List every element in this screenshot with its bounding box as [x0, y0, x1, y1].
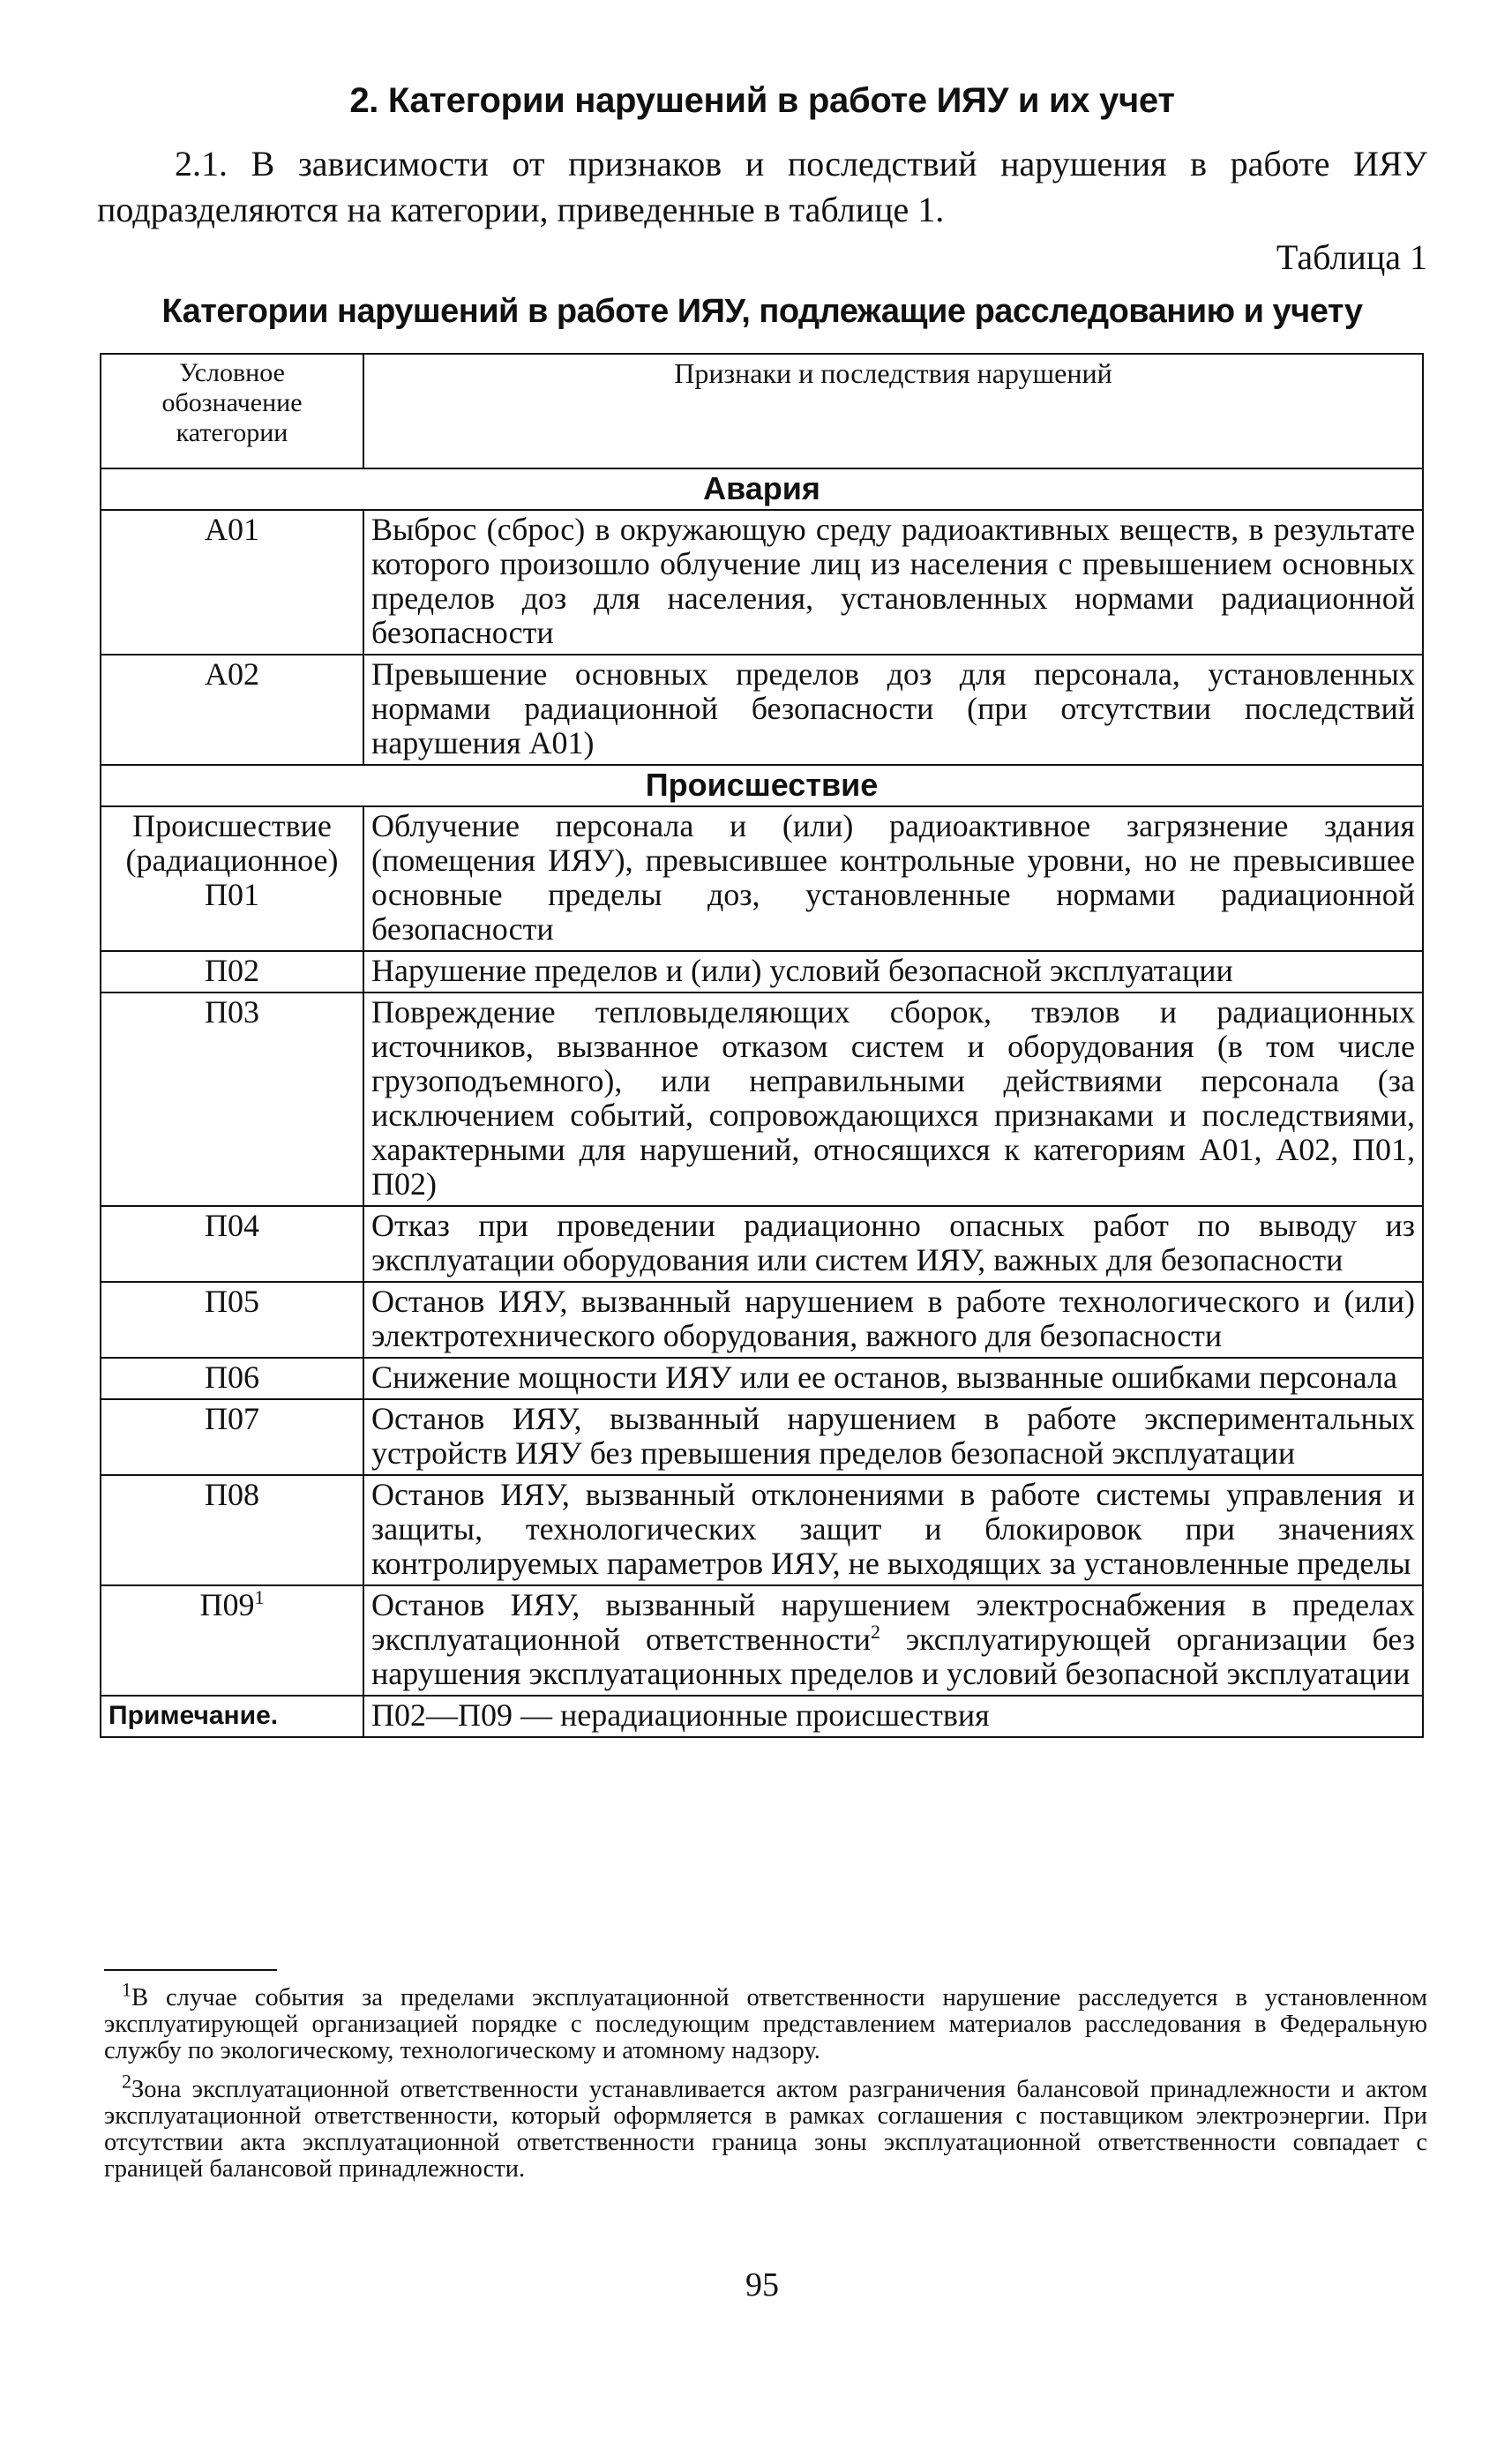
- note-label: Примечание.: [101, 1696, 363, 1737]
- row-code: А01: [101, 510, 363, 655]
- row-description: Останов ИЯУ, вызванный нарушением в работе технологического и (или) электротехнического оборудования, важного для безопасности: [363, 1282, 1423, 1358]
- section-title: 2. Категории нарушений в работе ИЯУ и их учет: [349, 81, 1175, 120]
- table-row: [101, 1585, 1423, 1696]
- table-row: [101, 1399, 1423, 1475]
- footnote-mark: 2: [122, 2070, 131, 2093]
- row-description: Останов ИЯУ, вызванный нарушением электроснабжения в пределах эксплуатационной ответственности: [371, 1587, 1415, 1657]
- row-description: Превышение основных пределов доз для персонала, установленных нормами радиационной безопасности (при отсутствии последствий нарушения А01): [363, 655, 1423, 765]
- note-text: П02—П09 — нерадиационные происшествия: [363, 1696, 1423, 1737]
- table-label: Таблица 1: [1276, 237, 1427, 277]
- row-code-cell: [101, 1585, 363, 1696]
- group-row-accident: [101, 468, 1423, 510]
- table-row: [101, 806, 1423, 951]
- row-code: П04: [101, 1206, 363, 1282]
- table-row: [101, 1282, 1423, 1358]
- row-description-tail: эксплуатирующей организации без нарушения эксплуатационных пределов и условий безопасной эксплуатации: [371, 1622, 1415, 1691]
- group-row-incident: [101, 765, 1423, 806]
- footnotes: [104, 1978, 1427, 2195]
- row-description: Облучение персонала и (или) радиоактивное загрязнение здания (помещения ИЯУ), превысившее контрольные уровни, но не превысившее основные пределы доз, установленные нормами радиационной безопасности: [363, 806, 1423, 951]
- table-row: [101, 1358, 1423, 1399]
- row-description: Повреждение тепловыделяющих сборок, твэлов и радиационных источников, вызванное отказом систем и оборудования (в том числе грузоподъемного), или неправильными действиями персонала (за исключением событий, сопровождающихся признаками и последствиями, характерными для нарушений, относящихся к категориям А01, А02, П01, П02): [363, 993, 1423, 1206]
- footnote-mark: 1: [122, 1978, 131, 2001]
- table-row: [101, 951, 1423, 993]
- table-note-row: [101, 1696, 1423, 1737]
- table-header-row: [101, 354, 1423, 468]
- footnote-ref-2: 2: [871, 1621, 881, 1643]
- row-description: Останов ИЯУ, вызванный отклонениями в работе системы управления и защиты, технологических защит и блокировок при значениях контролируемых параметров ИЯУ, не выходящих за установленные пределы: [363, 1475, 1423, 1585]
- row-code: П08: [101, 1475, 363, 1585]
- footnote-text: В случае события за пределами эксплуатационной ответственности нарушение расследуется в установленном эксплуатирующей организацией порядке с последующим представлением материалов расследования в Федеральную службу по экологическому, технологическому и атомному надзору.: [104, 1984, 1427, 2064]
- row-code: П09: [199, 1587, 255, 1622]
- page-number: 95: [745, 2266, 779, 2303]
- header-description: Признаки и последствия нарушений: [363, 354, 1423, 468]
- group-incident-label: Происшествие: [101, 765, 1423, 806]
- row-description: Останов ИЯУ, вызванный нарушением в работе экспериментальных устройств ИЯУ без превышения пределов безопасной эксплуатации: [363, 1399, 1423, 1475]
- row-description-cell: [363, 1585, 1423, 1696]
- footnote-1: [104, 1978, 1427, 2064]
- row-description: Снижение мощности ИЯУ или ее останов, вызванные ошибками персонала: [363, 1358, 1423, 1399]
- group-accident-label: Авария: [101, 468, 1423, 510]
- row-description: Выброс (сброс) в окружающую среду радиоактивных веществ, в результате которого произошло облучение лиц из населения с превышением основных пределов доз для населения, установленных нормами радиационной безопасности: [363, 510, 1423, 655]
- table-row: [101, 993, 1423, 1206]
- table-row: [101, 510, 1423, 655]
- footnote-divider: [104, 1969, 277, 1971]
- row-code: П02: [101, 951, 363, 993]
- categories-table: [100, 353, 1424, 1738]
- footnote-2: [104, 2070, 1427, 2183]
- row-code: А02: [101, 655, 363, 765]
- intro-paragraph: [97, 141, 1427, 233]
- row-code: Происшествие (радиационное) П01: [101, 806, 363, 951]
- header-code: Условное обозначение категории: [101, 354, 363, 468]
- row-description: Нарушение пределов и (или) условий безопасной эксплуатации: [363, 951, 1423, 993]
- table-row: [101, 1475, 1423, 1585]
- row-code: П05: [101, 1282, 363, 1358]
- table-title: Категории нарушений в работе ИЯУ, подлежащие расследованию и учету: [161, 293, 1363, 330]
- footnote-ref-1: 1: [254, 1586, 265, 1608]
- row-code: П07: [101, 1399, 363, 1475]
- table-row: [101, 1206, 1423, 1282]
- footnote-text: Зона эксплуатационной ответственности устанавливается актом разграничения балансовой принадлежности и актом эксплуатационной ответственности, который оформляется в рамках соглашения с поставщиком электроэнергии. При отсутствии акта эксплуатационной ответственности граница зоны эксплуатационной ответственности совпадает с границей балансовой принадлежности.: [104, 2076, 1427, 2183]
- table-row: [101, 655, 1423, 765]
- row-description: Отказ при проведении радиационно опасных работ по выводу из эксплуатации оборудования или систем ИЯУ, важных для безопасности: [363, 1206, 1423, 1282]
- row-code: П06: [101, 1358, 363, 1399]
- intro-text: 2.1. В зависимости от признаков и последствий нарушения в работе ИЯУ подразделяются на категории, приведенные в таблице 1.: [97, 144, 1427, 229]
- row-code: П03: [101, 993, 363, 1206]
